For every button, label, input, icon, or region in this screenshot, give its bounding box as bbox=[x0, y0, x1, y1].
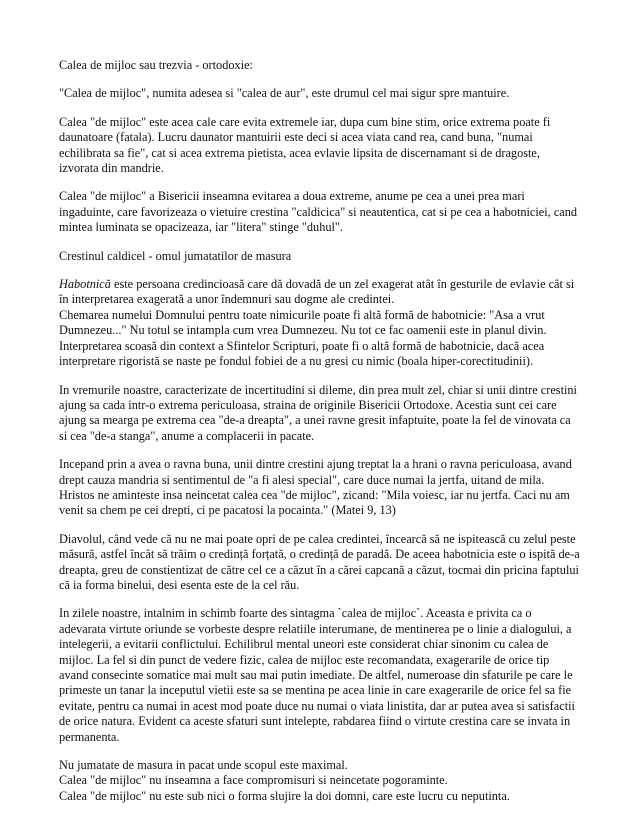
paragraph-zilele-noastre: In zilele noastre, intalnim in schimb foarte des sintagma `calea de mijloc`. Aceasta e privita ca o adevarata virtute oriunde se vorbeste despre relatiile interumane, de mentinerea pe o linie a dialogului, a intelegerii, a evitarii conflictului. Echilibrul mental uneori este considerat chiar sinonim cu calea de mijloc. La fel si din punct de vedere fizic, calea de mijloc este recomandata, exagerarile de orice tip avand consecinte somatice mai mult sau mai putin imediate. De altfel, numeroase din sfaturile pe care le primeste un tanar la inceputul vietii este sa se mentina pe acea linie in care exagerarile de orice fel sa fie evitate, pentru ca numai in acest mod poate duce nu numai o viata linistita, dar ar putea avea si satisfactii de orice natura. Evident ca aceste sfaturi sunt intelepte, rabdarea fiind o virtute crestina care se invata in permanenta. bbox=[59, 606, 575, 744]
paragraph-vremurile-noastre: In vremurile noastre, caracterizate de incertitudini si dileme, din prea mult zel, chiar si unii dintre crestini ajung sa cada intr-o extrema periculoasa, straina de originile Bisericii Ortodoxe. Acestia sunt cei care ajung sa mearga pe extrema cea "de-a dreapta", a unei ravne gresit infaptuite, poate la fel de vinovata ca si cea "de-a stanga", anume a complacerii in pacate. bbox=[59, 382, 577, 443]
subheading-crestinul-caldicel: Crestinul caldicel - omul jumatatilor de masura bbox=[59, 248, 292, 263]
paragraph-doi-domni: Calea "de mijloc" nu este sub nici o forma slujire la doi domni, care este lucru cu neputinta. bbox=[59, 788, 510, 803]
paragraph-chemarea-numelui: Chemarea numelui Domnului pentru toate nimicurile poate fi altă formă de habotnicie: "Asa a vrut Dumnezeu..." Nu totul se intampla cum vrea Dumnezeu. Nu tot ce fac oamenii este in planul divin. bbox=[59, 307, 547, 338]
paragraph-biserica: Calea "de mijloc" a Bisericii inseamna evitarea a doua extreme, anume pe cea a unei prea mari ingaduinte, care favorizeaza o vietuire crestina "caldicica" si neautentica, cat si pe cea a habotniciei, cand mintea luminata se opacizeaza, iar "litera" stinge "duhul". bbox=[59, 189, 578, 235]
paragraph-habotnica-definition bbox=[59, 277, 581, 308]
paragraph-extreme: Calea "de mijloc" este acea cale care evita extremele iar, dupa cum bine stim, orice extrema poate fi daunatoare (fatala). Lucru daunator mantuirii este deci si acea viata cand rea, cand buna, "numai echilibrata sa fie", cat si acea extrema pietista, acea evlavie lipsita de discernamant si de dragoste, izvorata din mandrie. bbox=[59, 114, 551, 176]
paragraph-compromisuri: Calea "de mijloc" nu inseamna a face compromisuri si neincetate pogoraminte. bbox=[59, 773, 448, 788]
document-heading: Calea de mijloc sau trezvia - ortodoxie: bbox=[59, 58, 253, 72]
paragraph-interpretarea: Interpretarea scoasă din context a Sfintelor Scripturi, poate fi o altă formă de habotnicie, dacă acea interpretare rigoristă se naste pe fondul fobiei de a nu gresi cu nimic (boala hiper-corectitudinii). bbox=[59, 338, 545, 369]
paragraph-diavolul: Diavolul, când vede că nu ne mai poate opri de pe calea credintei, încearcă să ne ispitească cu zelul peste măsură, astfel încât să trăim o credință forțată, o credință de paradă. De aceea habotnicia este o ispită de-a dreapta, greu de constientizat de către cel ce a căzut în a cărei capcană a căzut, tocmai din pricina faptului că ia forma binelui, desi esenta este de la cel rău. bbox=[59, 531, 580, 592]
habotnica-term: Habotnică bbox=[59, 277, 111, 292]
habotnica-definition-text: este persoana credincioasă care dă dovadă de un zel exagerat atât în gesturile de evlavie cât si în interpretarea exagerată a unor îndemnuri sau dogme ale credintei. bbox=[59, 277, 575, 307]
paragraph-nu-jumatate: Nu jumatate de masura in pacat unde scopul este maximal. bbox=[59, 758, 348, 773]
paragraph-calea-de-aur: "Calea de mijloc", numita adesea si "calea de aur", este drumul cel mai sigur spre mantuire. bbox=[59, 86, 510, 101]
paragraph-ravna-buna: Incepand prin a avea o ravna buna, unii dintre crestini ajung treptat la a hrani o ravna periculoasa, avand drept cauza mandria si sentimentul de "a fi alesi special", care duce numai la jertfa, uitand de mila. Hristos ne aminteste insa neincetat calea cea "de mijloc", zicand: "Mila voiesc, iar nu jertfa. Caci nu am venit sa chem pe cei drepti, ci pe pacatosi la pocainta." (Matei 9, 13) bbox=[59, 457, 572, 518]
document-page bbox=[59, 58, 581, 804]
